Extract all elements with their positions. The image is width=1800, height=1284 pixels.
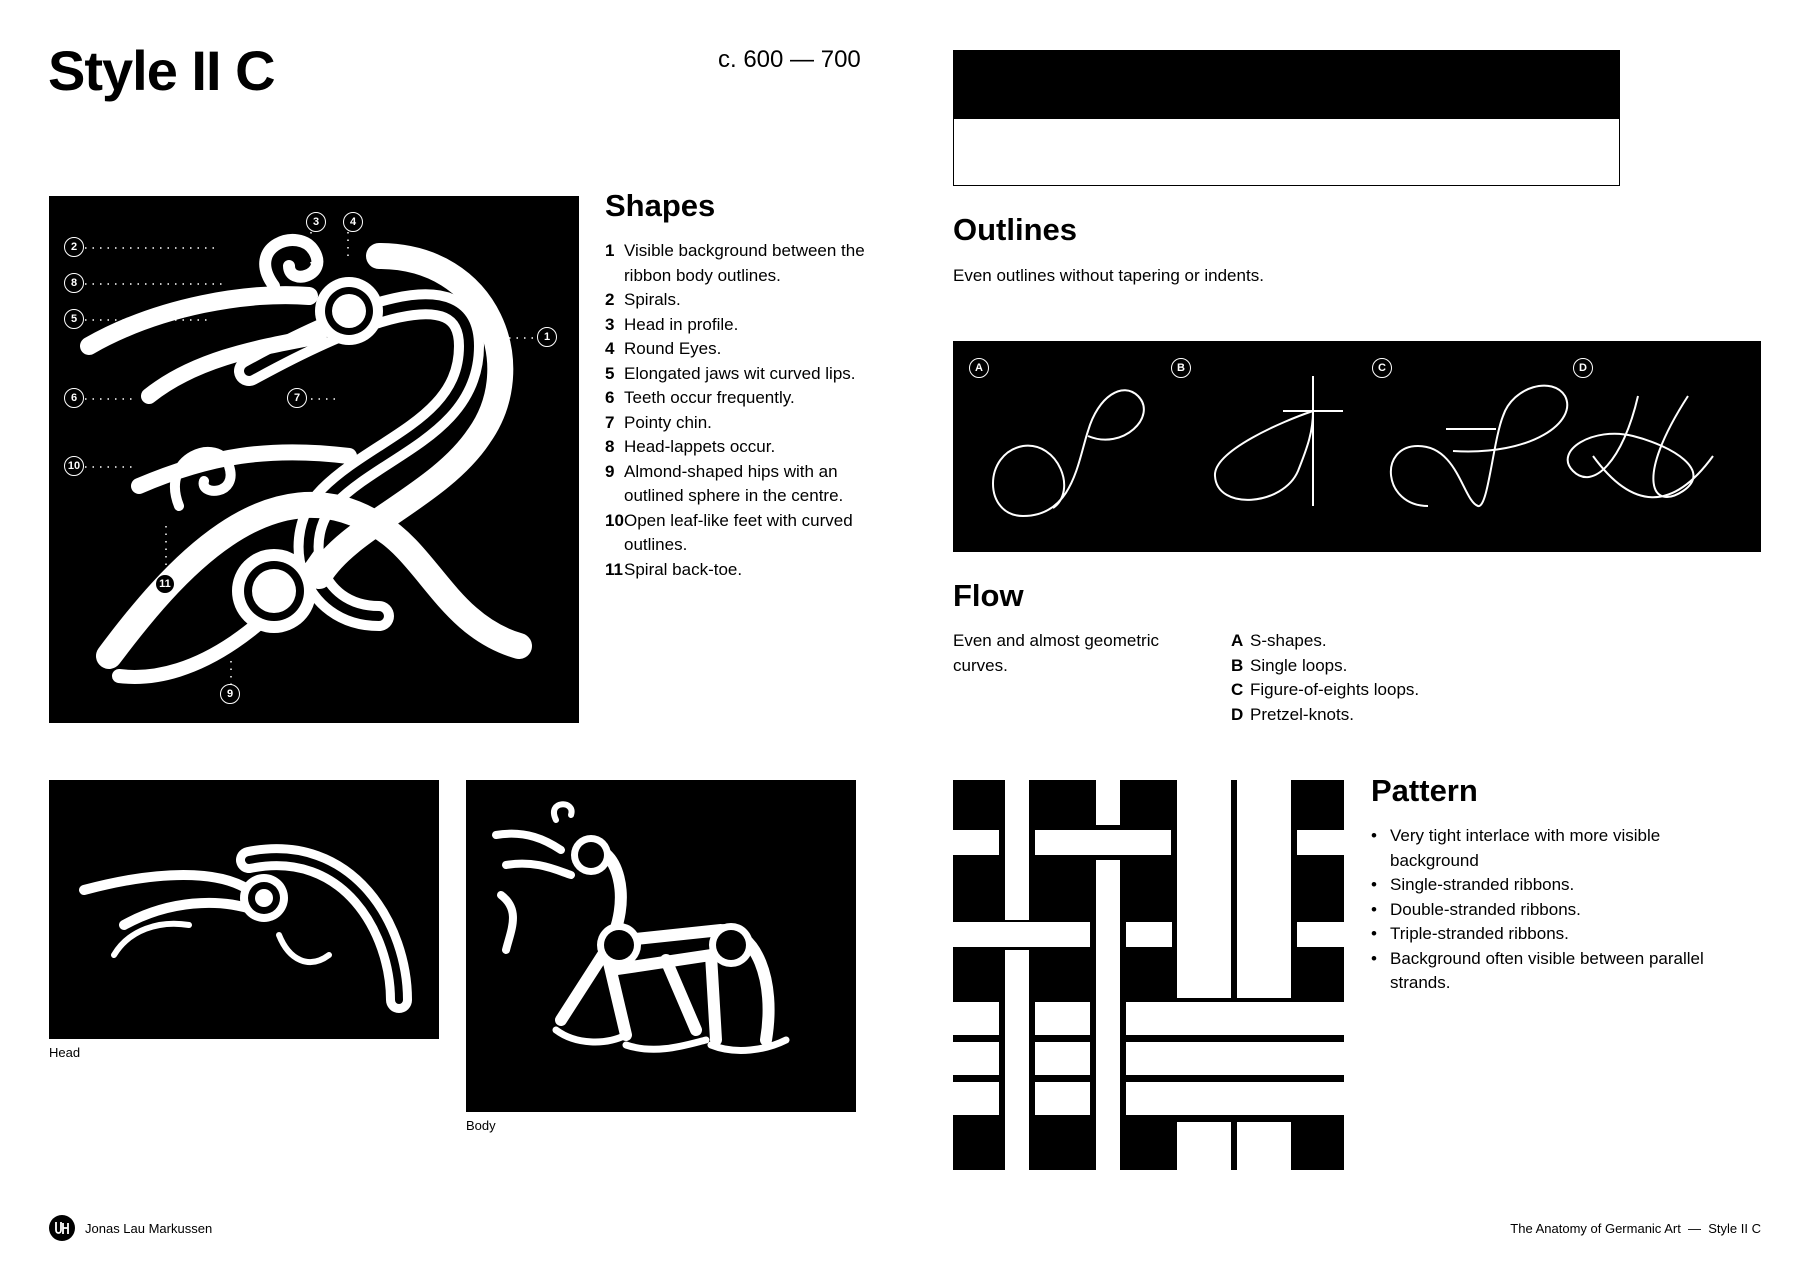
beast-head-illustration — [49, 780, 439, 1039]
flow-description: Even and almost geometric curves. — [953, 631, 1159, 675]
outline-swatch — [953, 50, 1620, 186]
flow-label-d: D — [1573, 358, 1593, 378]
author-name: Jonas Lau Markussen — [85, 1221, 213, 1236]
list-item: 9 Almond-shaped hips with an outlined sphere in the centre. — [605, 461, 844, 505]
shapes-list — [605, 239, 865, 582]
main-illustration — [49, 196, 579, 723]
list-item: • Background often visible between parallel strands. — [1371, 947, 1741, 996]
interlace-beast-illustration — [49, 196, 579, 723]
marker-9: 9 — [220, 684, 240, 704]
list-item: A S-shapes. — [1231, 631, 1327, 650]
list-item: 10 Open leaf-like feet with curved outlines. — [605, 510, 853, 554]
flow-heading: Flow — [953, 578, 1024, 613]
page-title: Style II C — [48, 39, 275, 102]
flow-curves — [953, 341, 1761, 552]
flow-label-b: B — [1171, 358, 1191, 378]
marker-1: 1 — [537, 327, 557, 347]
outline-swatch-black — [954, 51, 1619, 119]
flow-label-c: C — [1372, 358, 1392, 378]
pattern-panel — [953, 780, 1344, 1170]
marker-5: 5 — [64, 309, 84, 329]
flow-panel — [953, 341, 1761, 552]
list-item: 7 Pointy chin. — [605, 412, 712, 432]
shapes-heading: Shapes — [605, 188, 716, 223]
marker-3: 3 — [306, 212, 326, 232]
list-item: 6 Teeth occur frequently. — [605, 388, 795, 407]
outlines-description: Even outlines without tapering or indents. — [953, 266, 1264, 285]
list-item: • Very tight interlace with more visible background — [1371, 824, 1741, 873]
head-caption: Head — [49, 1045, 81, 1060]
head-figure — [49, 780, 439, 1039]
marker-6: 6 — [64, 388, 84, 408]
pattern-heading: Pattern — [1371, 773, 1478, 808]
list-item: C Figure-of-eights loops. — [1231, 680, 1420, 699]
list-item: 1 Visible background between the ribbon body outlines. — [605, 241, 865, 285]
marker-11: 11 — [155, 574, 175, 594]
list-item: B Single loops. — [1231, 655, 1348, 675]
list-item: 11 Spiral back-toe. — [605, 559, 743, 579]
list-item: 2 Spirals. — [605, 290, 681, 309]
series-title: The Anatomy of Germanic Art — Style II C — [1510, 1221, 1761, 1236]
list-item: D Pretzel-knots. — [1231, 704, 1354, 724]
body-figure — [466, 780, 856, 1112]
marker-2: 2 — [64, 237, 84, 257]
body-caption: Body — [466, 1118, 496, 1133]
flow-label-a: A — [969, 358, 989, 378]
interlace-pattern — [953, 780, 1344, 1170]
author-logo-icon — [49, 1215, 75, 1241]
marker-10: 10 — [64, 456, 84, 476]
list-item: • Triple-stranded ribbons. — [1371, 922, 1741, 947]
list-item: 3 Head in profile. — [605, 314, 739, 334]
list-item: 8 Head-lappets occur. — [605, 437, 776, 456]
date-range: c. 600 — 700 — [718, 46, 861, 73]
list-item: • Double-stranded ribbons. — [1371, 898, 1741, 923]
list-item: 5 Elongated jaws wit curved lips. — [605, 363, 856, 383]
marker-8: 8 — [64, 273, 84, 293]
beast-body-illustration — [466, 780, 856, 1112]
pattern-list — [1371, 824, 1741, 996]
flow-list — [1231, 629, 1531, 727]
marker-4: 4 — [343, 212, 363, 232]
list-item: 4 Round Eyes. — [605, 339, 722, 358]
marker-7: 7 — [287, 388, 307, 408]
list-item: • Single-stranded ribbons. — [1371, 873, 1741, 898]
outlines-heading: Outlines — [953, 212, 1078, 247]
